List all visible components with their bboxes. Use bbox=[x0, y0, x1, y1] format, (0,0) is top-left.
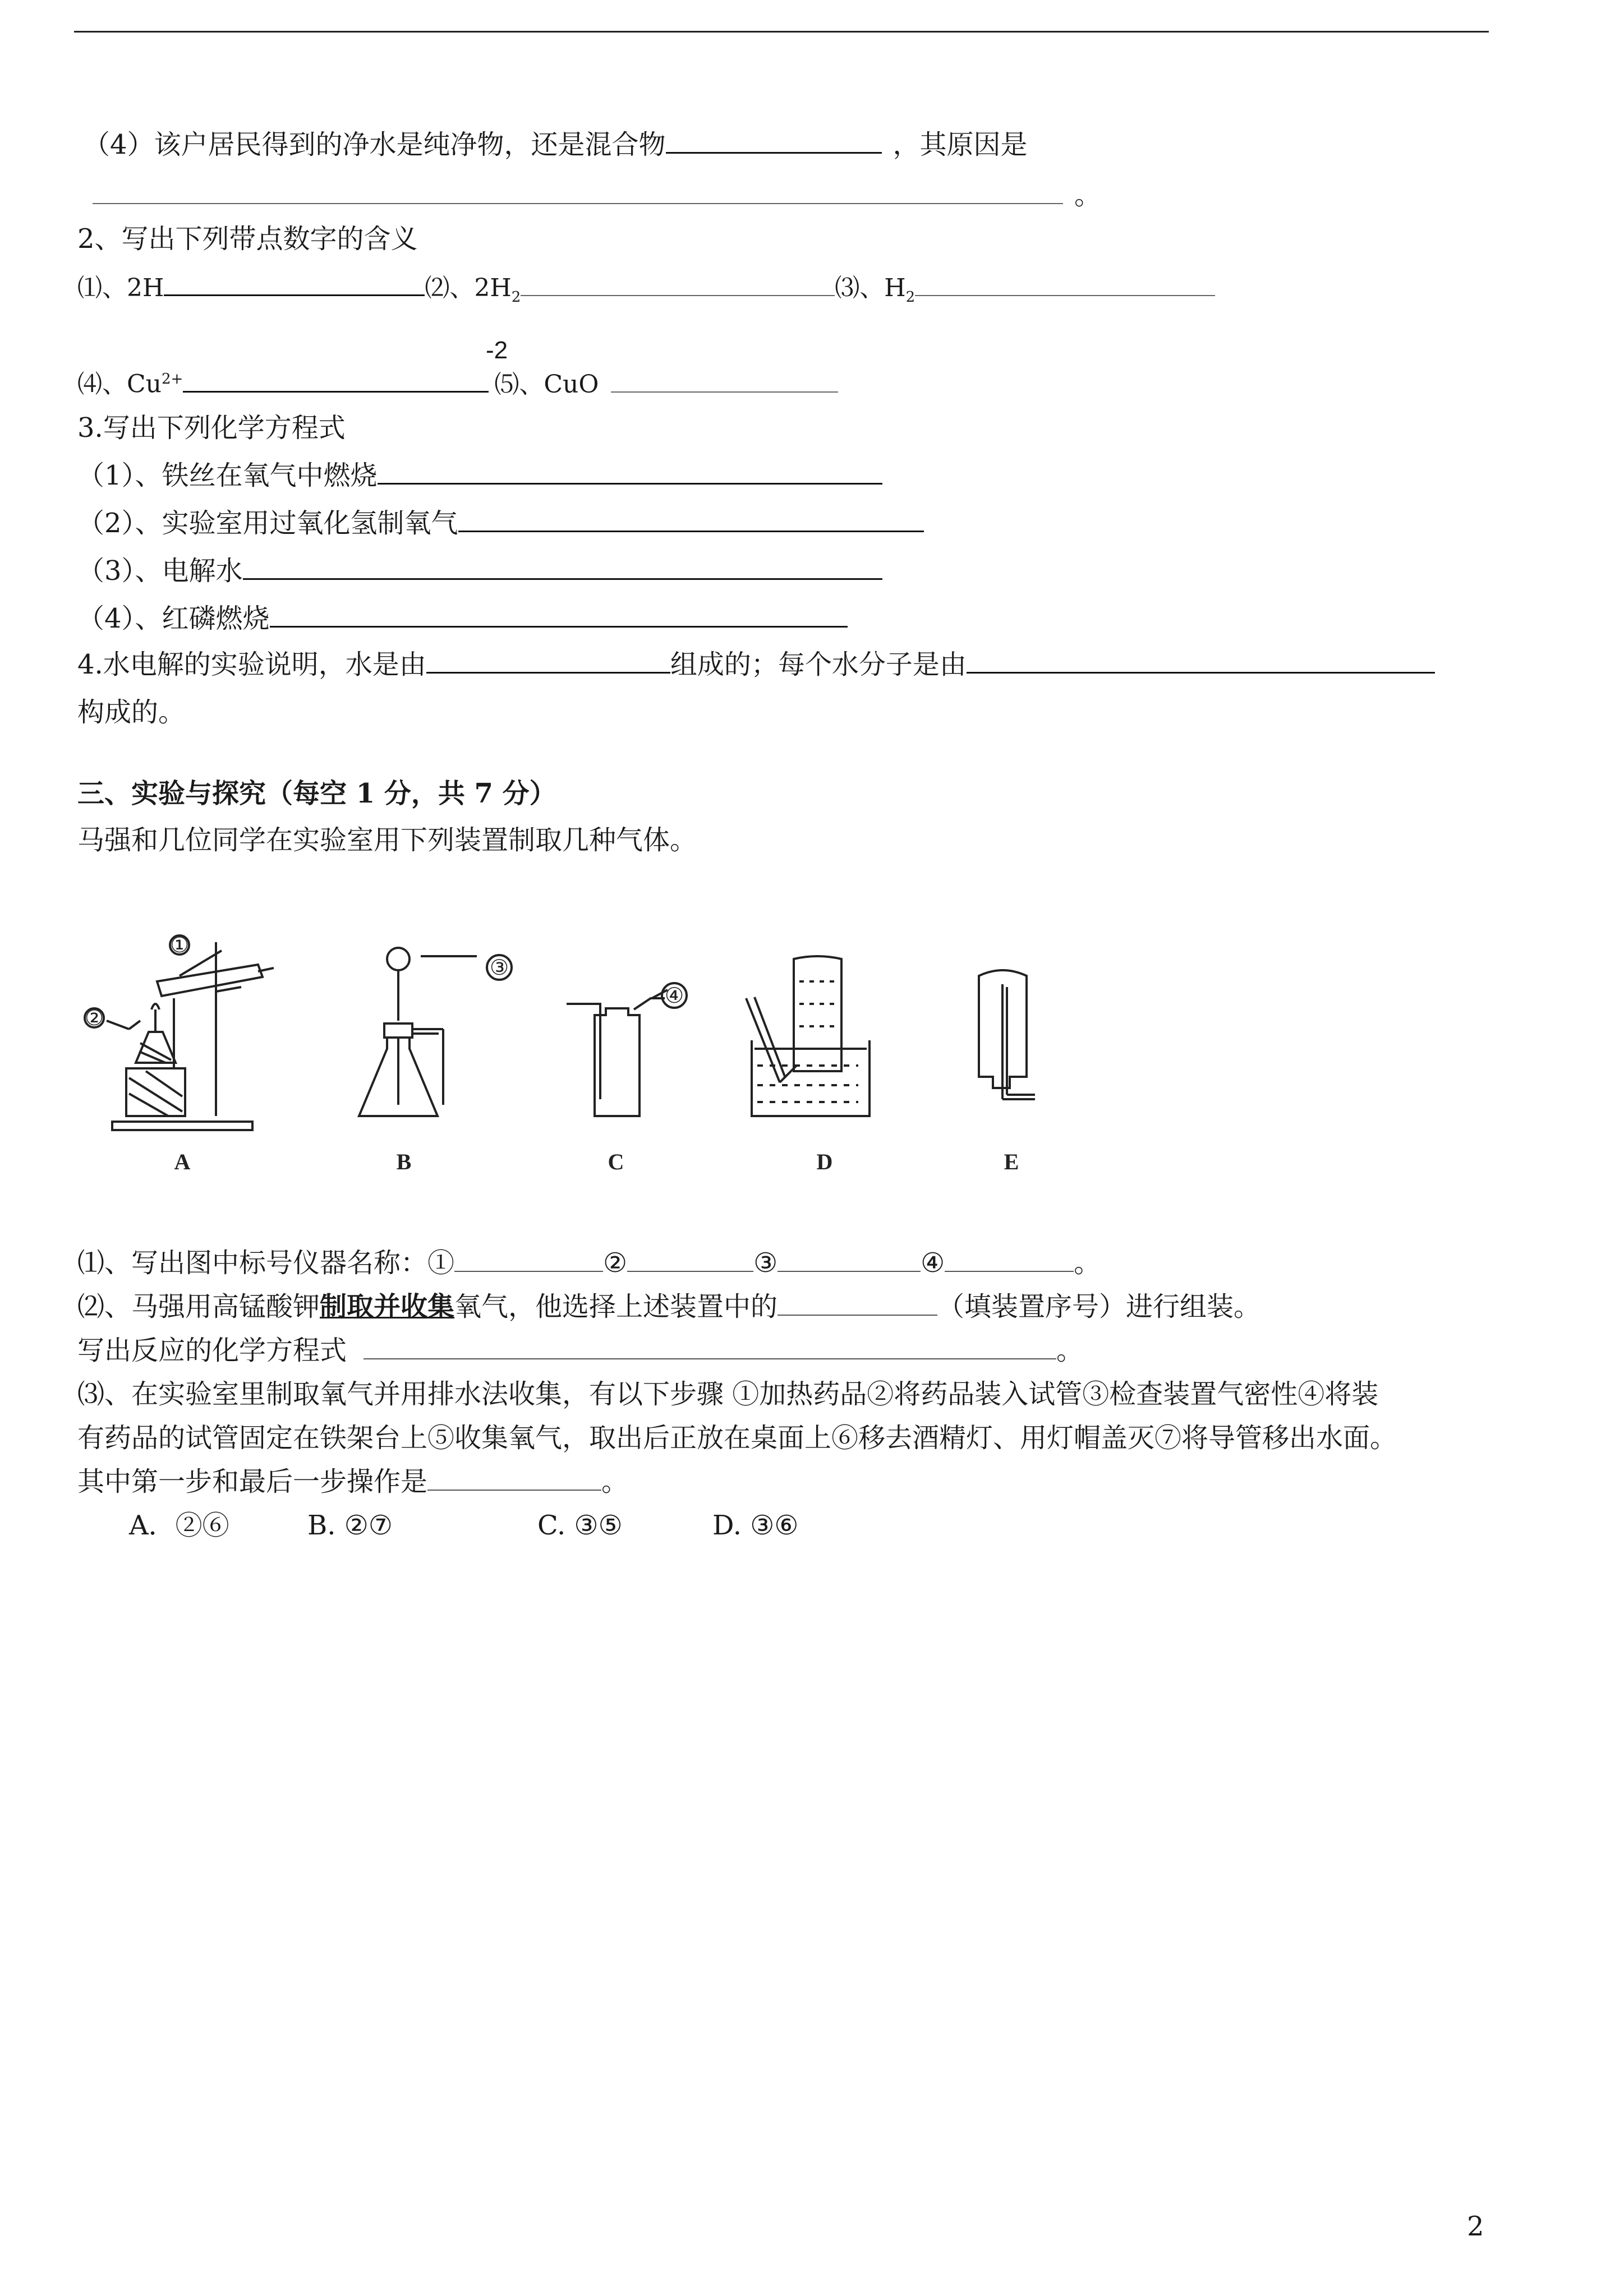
section3-title: 三、实验与探究（每空 1 分，共 7 分） bbox=[77, 778, 556, 809]
mark-1: ① bbox=[169, 934, 190, 957]
p1-mark-3: ③ bbox=[753, 1247, 778, 1279]
q3-item-1-text: （1）、铁丝在氧气中燃烧 bbox=[77, 460, 378, 491]
p1-end: 。 bbox=[1074, 1247, 1101, 1279]
option-c[interactable]: C. ③⑤ bbox=[537, 1510, 623, 1541]
p3-line3 bbox=[77, 1465, 628, 1499]
p3-blank[interactable] bbox=[427, 1467, 601, 1491]
mark-3: ③ bbox=[489, 956, 509, 980]
q4-blank-1[interactable] bbox=[666, 130, 882, 154]
label-e: E bbox=[1004, 1149, 1019, 1174]
q3-blank-1[interactable] bbox=[378, 460, 882, 485]
p2-blank-1[interactable] bbox=[778, 1292, 937, 1316]
label-b: B bbox=[396, 1149, 412, 1174]
q2-blank-4[interactable] bbox=[183, 368, 489, 393]
p2-blank-2[interactable] bbox=[364, 1336, 1056, 1359]
q3-item-3 bbox=[77, 554, 882, 588]
q2-blank-2[interactable] bbox=[521, 273, 835, 296]
apparatus-b bbox=[359, 948, 512, 1116]
q4b-text-a: 4.水电解的实验说明，水是由 bbox=[77, 649, 426, 680]
q4-blank-2[interactable] bbox=[93, 181, 1063, 204]
q2-item-5: ⑸、CuO bbox=[494, 370, 599, 399]
q3-item-2 bbox=[77, 506, 924, 540]
q2-item-1: ⑴、2H bbox=[77, 274, 164, 302]
option-a[interactable]: A．②⑥ bbox=[129, 1510, 229, 1541]
mark-2: ② bbox=[84, 1007, 104, 1030]
p1-mark-1: ① bbox=[427, 1247, 455, 1279]
apparatus-e bbox=[979, 970, 1035, 1099]
option-b[interactable]: B. ②⑦ bbox=[307, 1510, 393, 1541]
p2-text-c: （填装置序号）进行组装。 bbox=[937, 1291, 1261, 1322]
q2-blank-5[interactable] bbox=[611, 369, 838, 393]
p1-line bbox=[77, 1246, 1101, 1280]
q4-line2 bbox=[93, 178, 1101, 212]
p2-text-b: 氧气，他选择上述装置中的 bbox=[454, 1291, 778, 1322]
p2-text-a: ⑵、马强用高锰酸钾 bbox=[77, 1291, 320, 1322]
q3-blank-2[interactable] bbox=[458, 508, 924, 532]
p3-end: 。 bbox=[601, 1466, 629, 1497]
q2-row2 bbox=[77, 363, 838, 400]
p2-line2-text: 写出反应的化学方程式 bbox=[77, 1335, 347, 1366]
q3-blank-3[interactable] bbox=[243, 556, 882, 580]
p1-text: ⑴、写出图中标号仪器名称： bbox=[77, 1247, 428, 1279]
q2-item-4: ⑷、Cu bbox=[77, 370, 162, 399]
option-d[interactable]: D. ③⑥ bbox=[712, 1510, 799, 1541]
q3-item-3-text: （3）、电解水 bbox=[77, 555, 243, 587]
header-rule bbox=[74, 31, 1489, 33]
label-a: A bbox=[174, 1149, 191, 1174]
q2-blank-1[interactable] bbox=[164, 272, 425, 296]
q3-title: 3.写出下列化学方程式 bbox=[77, 412, 346, 444]
p2-emphasis: 制取并收集 bbox=[320, 1291, 455, 1322]
q2-valence-mark: -2 bbox=[486, 336, 508, 364]
q2-item-3-sub: 2 bbox=[905, 288, 915, 306]
p2-line2 bbox=[77, 1334, 1083, 1367]
p1-blank-3[interactable] bbox=[778, 1248, 921, 1272]
p2-end: 。 bbox=[1056, 1335, 1084, 1366]
q3-blank-4[interactable] bbox=[270, 603, 848, 628]
q2-blank-3[interactable] bbox=[915, 273, 1215, 296]
q3-item-2-text: （2）、实验室用过氧化氢制氧气 bbox=[77, 508, 458, 539]
q4b-blank-1[interactable] bbox=[426, 649, 670, 674]
section3-intro: 马强和几位同学在实验室用下列装置制取几种气体。 bbox=[77, 824, 697, 856]
p1-blank-2[interactable] bbox=[627, 1248, 753, 1272]
mark-4: ④ bbox=[664, 984, 684, 1008]
q3-item-4 bbox=[77, 602, 848, 635]
q4b-text-b: 组成的；每个水分子是由 bbox=[670, 649, 967, 680]
q2-title: 2、写出下列带点数字的含义 bbox=[77, 223, 418, 255]
p2-line1 bbox=[77, 1290, 1260, 1324]
p3-line2: 有药品的试管固定在铁架台上⑤收集氧气，取出后正放在桌面上⑥移去酒精灯、用灯帽盖灭⑦将导管移出水面。 bbox=[77, 1422, 1397, 1454]
p3-line1: ⑶、在实验室里制取氧气并用排水法收集，有以下步骤 ①加热药品②将药品装入试管③检查装置气密性④将装 bbox=[77, 1378, 1379, 1410]
q2-item-3: ⑶、H bbox=[835, 274, 906, 302]
p1-blank-4[interactable] bbox=[945, 1248, 1074, 1272]
q4b-blank-2[interactable] bbox=[967, 649, 1435, 674]
q3-item-4-text: （4）、红磷燃烧 bbox=[77, 603, 270, 634]
page-number: 2 bbox=[1467, 2211, 1484, 2242]
q4-text: （4）该户居民得到的净水是纯净物，还是混合物 bbox=[83, 129, 666, 160]
q4-line1 bbox=[83, 128, 1028, 162]
q4b-line1 bbox=[77, 648, 1435, 681]
p1-mark-2: ② bbox=[603, 1247, 628, 1279]
p3-line3-text: 其中第一步和最后一步操作是 bbox=[77, 1466, 428, 1497]
q2-item-2-sub: 2 bbox=[511, 288, 521, 306]
label-d: D bbox=[816, 1149, 833, 1174]
q2-row1 bbox=[77, 272, 1215, 313]
apparatus-a bbox=[85, 935, 274, 1130]
q4b-text-c: 构成的。 bbox=[77, 697, 186, 728]
p1-blank-1[interactable] bbox=[454, 1248, 603, 1272]
q2-item-2: ⑵、2H bbox=[425, 274, 512, 302]
q2-item-4-sup: 2+ bbox=[162, 371, 183, 388]
q3-item-1 bbox=[77, 459, 882, 492]
q4-mid-text: ，其原因是 bbox=[892, 129, 1028, 160]
label-c: C bbox=[608, 1149, 624, 1174]
apparatus-d bbox=[746, 956, 869, 1116]
q4-end: 。 bbox=[1074, 179, 1102, 211]
p1-mark-4: ④ bbox=[921, 1247, 945, 1279]
apparatus-figure bbox=[73, 931, 1083, 1183]
